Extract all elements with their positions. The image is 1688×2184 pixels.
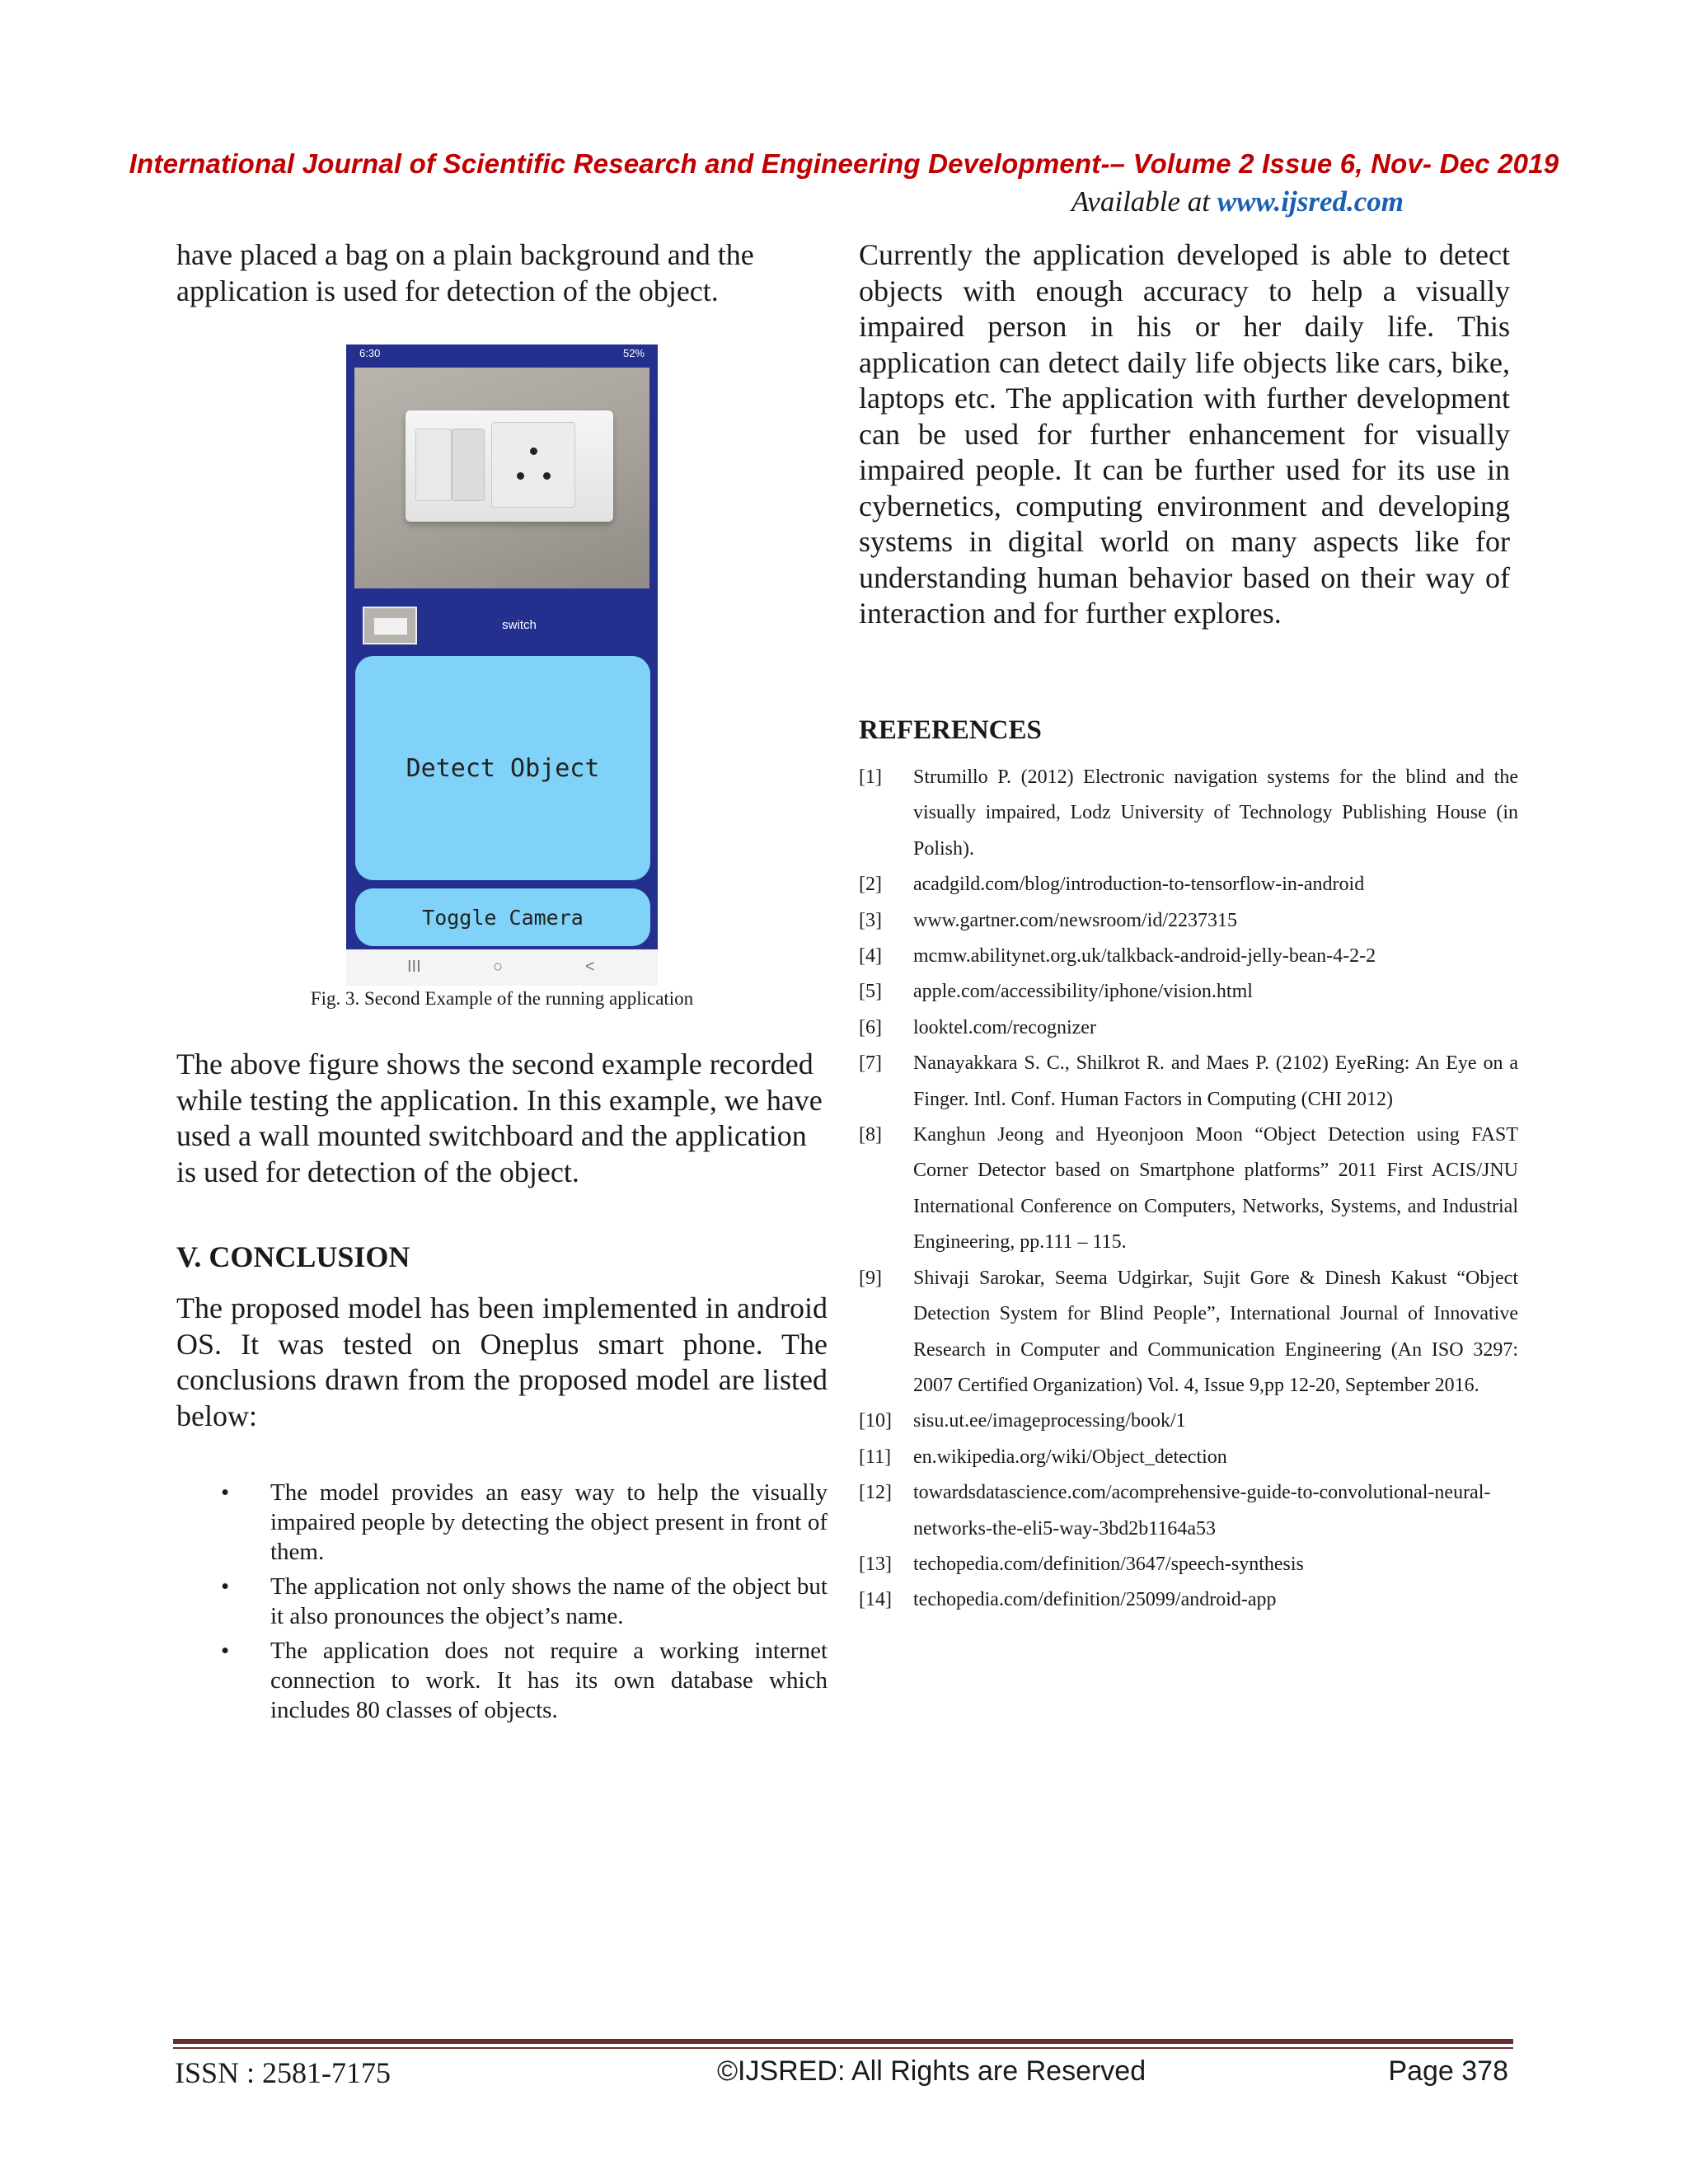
home-icon[interactable]: ○ <box>493 958 504 976</box>
figure-description-paragraph: The above figure shows the second example recorded while testing the application. In this example, we have used a wall mounted switchboard and the application is used for detection of the object. <box>176 1047 823 1188</box>
bullet-item <box>221 1478 828 1567</box>
footer-divider <box>173 2039 1513 2044</box>
reference-item <box>859 1475 1518 1547</box>
conclusion-bullet-list <box>221 1478 828 1730</box>
availability-line <box>1071 185 1404 218</box>
reference-item <box>859 1010 1518 1046</box>
detection-thumbnail <box>363 607 417 644</box>
references-heading: REFERENCES <box>859 715 1042 745</box>
reference-item <box>859 974 1518 1010</box>
reference-text: acadgild.com/blog/introduction-to-tensorflow-in-android <box>913 874 1365 896</box>
detected-object-label: switch <box>502 618 537 632</box>
bullet-item <box>221 1636 828 1725</box>
reference-number: [1] <box>859 766 882 788</box>
available-prefix: Available at <box>1071 185 1217 218</box>
reference-text: Kanghun Jeong and Hyeonjoon Moon “Object Detection using FAST Corner Detector based on Smartphone platforms” 2011 First ACIS/JNU International Conference on Computers, Networks, Systems, and Industrial Engineering, pp.111 – 115. <box>913 1124 1518 1254</box>
switch-rocker-2 <box>452 429 485 501</box>
reference-number: [8] <box>859 1124 882 1146</box>
reference-number: [6] <box>859 1016 882 1038</box>
footer-issn: ISSN : 2581-7175 <box>175 2056 392 2089</box>
socket-hole <box>517 472 524 480</box>
reference-item <box>859 1440 1518 1475</box>
future-work-paragraph: Currently the application developed is able to detect objects with enough accuracy to help a visually impaired person in his or her daily life. This application can detect daily life objects like cars, bike, laptops etc. The application with further development can be used for further enhancement for visually impaired people. It can be further used for its use in cybernetics, computing environment and developing systems in digital world on many aspects like for understanding human behavior based on their way of interaction and for further explores. <box>859 238 1510 630</box>
reference-item <box>859 903 1518 939</box>
reference-text: sisu.ut.ee/imageprocessing/book/1 <box>913 1410 1186 1432</box>
status-time: 6:30 <box>359 347 381 359</box>
footer-page-number: Page 378 <box>1388 2055 1508 2087</box>
reference-number: [5] <box>859 981 882 1003</box>
android-nav-bar <box>346 949 658 986</box>
reference-text: Shivaji Sarokar, Seema Udgirkar, Sujit Gore & Dinesh Kakust “Object Detection System for Blind People”, International Journal of Innovative Research in Computer and Communication Engineering (An ISO 3297: 2007 Certified Organization) Vol. 4, Issue 9,pp 12-20, September 2016. <box>913 1267 1518 1396</box>
switch-rocker-1 <box>415 429 452 501</box>
reference-number: [3] <box>859 909 882 931</box>
reference-item <box>859 1582 1518 1618</box>
reference-number: [10] <box>859 1410 892 1432</box>
reference-text: mcmw.abilitynet.org.uk/talkback-android-jelly-bean-4-2-2 <box>913 945 1376 968</box>
back-icon[interactable]: < <box>585 958 595 976</box>
reference-number: [9] <box>859 1267 882 1289</box>
reference-number: [2] <box>859 874 882 896</box>
reference-number: [12] <box>859 1482 892 1504</box>
thumbnail-switch-image <box>374 618 407 635</box>
reference-item <box>859 867 1518 902</box>
reference-item <box>859 1404 1518 1439</box>
status-bar <box>346 344 658 363</box>
bullet-text: The application not only shows the name of the object but it also pronounces the object’s name. <box>270 1573 828 1629</box>
reference-number: [13] <box>859 1553 892 1575</box>
socket-hole <box>543 472 551 480</box>
conclusion-heading: V. CONCLUSION <box>176 1240 410 1273</box>
bullet-dot-icon: • <box>221 1573 230 1600</box>
journal-header: International Journal of Scientific Research and Engineering Development-– Volume 2 Issue 6, Nov- Dec 2019 <box>129 148 1559 179</box>
reference-text: towardsdatascience.com/acomprehensive-guide-to-convolutional-neural-networks-the-eli5-way-3bd2b1164a53 <box>913 1482 1491 1540</box>
reference-number: [7] <box>859 1052 882 1075</box>
reference-text: looktel.com/recognizer <box>913 1016 1096 1038</box>
figure-caption: Fig. 3. Second Example of the running application <box>310 988 694 1009</box>
intro-paragraph: have placed a bag on a plain background and the application is used for detection of the object. <box>176 238 754 307</box>
detect-object-button[interactable]: Detect Object <box>355 656 650 880</box>
reference-number: [14] <box>859 1589 892 1611</box>
right-column <box>859 237 1510 632</box>
reference-text: techopedia.com/definition/3647/speech-synthesis <box>913 1553 1304 1575</box>
left-column-body <box>176 1047 828 1434</box>
reference-item <box>859 1046 1518 1118</box>
reference-text: apple.com/accessibility/iphone/vision.html <box>913 981 1253 1003</box>
reference-text: www.gartner.com/newsroom/id/2237315 <box>913 909 1238 931</box>
bullet-text: The model provides an easy way to help the visually impaired people by detecting the object present in front of them. <box>270 1479 828 1565</box>
status-battery: 52% <box>622 347 645 359</box>
reference-item <box>859 1118 1518 1261</box>
reference-item <box>859 1261 1518 1404</box>
references-list <box>859 760 1518 1619</box>
reference-item <box>859 1547 1518 1582</box>
footer-copyright: ©IJSRED: All Rights are Reserved <box>717 2055 1146 2087</box>
bullet-text: The application does not require a working internet connection to work. It has its own database which includes 80 classes of objects. <box>270 1638 828 1723</box>
recent-apps-icon[interactable]: III <box>407 958 421 976</box>
switchboard-image <box>406 410 613 522</box>
bullet-dot-icon: • <box>221 1479 230 1506</box>
reference-text: Nanayakkara S. C., Shilkrot R. and Maes P. (2102) EyeRing: An Eye on a Finger. Intl. Conf. Human Factors in Computing (CHI 2012) <box>913 1052 1518 1110</box>
reference-text: Strumillo P. (2012) Electronic navigation systems for the blind and the visually impaired, Lodz University of Technology Publishing House (in Polish). <box>913 766 1518 860</box>
reference-text: techopedia.com/definition/25099/android-app <box>913 1589 1277 1611</box>
power-socket <box>491 422 575 508</box>
conclusion-paragraph: The proposed model has been implemented in android OS. It was tested on Oneplus smart phone. The conclusions drawn from the proposed model are listed below: <box>176 1291 828 1432</box>
reference-text: en.wikipedia.org/wiki/Object_detection <box>913 1446 1227 1468</box>
reference-number: [4] <box>859 945 882 968</box>
app-screenshot-figure <box>346 344 658 986</box>
reference-item <box>859 939 1518 974</box>
camera-preview <box>354 368 649 588</box>
reference-item <box>859 760 1518 867</box>
socket-hole <box>530 448 537 455</box>
toggle-camera-button[interactable]: Toggle Camera <box>355 888 650 946</box>
reference-number: [11] <box>859 1446 892 1468</box>
footer-divider-thin <box>173 2047 1513 2049</box>
left-column-intro <box>176 237 828 309</box>
journal-url-link[interactable]: www.ijsred.com <box>1217 185 1404 218</box>
bullet-item <box>221 1572 828 1631</box>
bullet-dot-icon: • <box>221 1638 230 1664</box>
